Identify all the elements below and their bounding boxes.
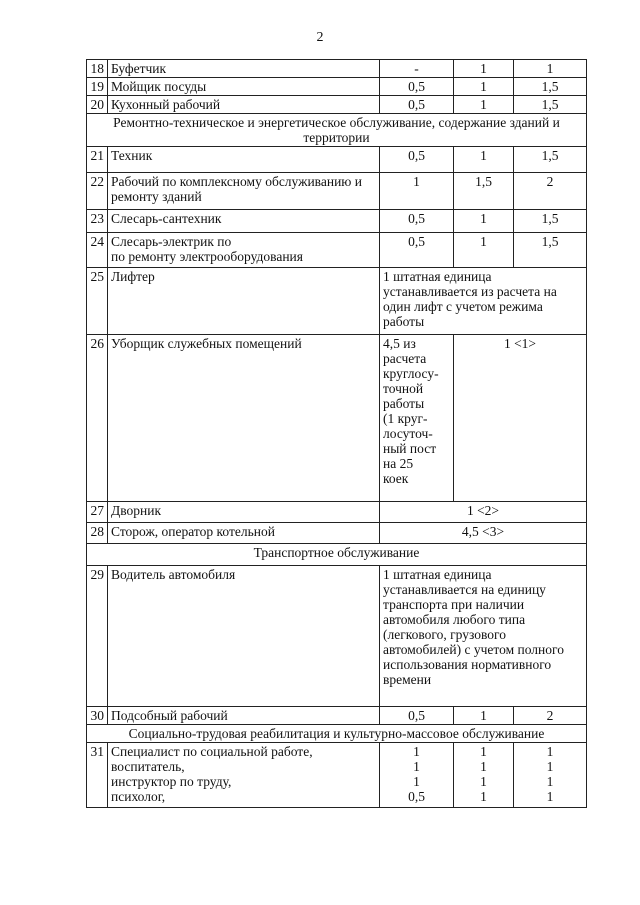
table-row [87,96,587,114]
position-name: Дворник [108,502,380,523]
value-cell: 1 [514,60,587,78]
row-number: 18 [87,60,108,78]
value-cell: 4,5 <3> [380,523,587,544]
section-heading: Транспортное обслуживание [87,544,587,566]
value-cell: 2 [514,173,587,210]
section-row [87,544,587,566]
value-cell: 1,5 [514,233,587,268]
staffing-table [86,59,587,808]
value-cell: 0,5 [380,210,454,233]
value-cell: 0,5 [380,78,454,96]
section-row [87,114,587,147]
value-cell: 1,5 [514,96,587,114]
position-name: Техник [108,147,380,173]
value-cell: 1 [454,147,514,173]
table-row [87,210,587,233]
row-number: 30 [87,707,108,725]
position-name: Подсобный рабочий [108,707,380,725]
row-number: 25 [87,268,108,335]
position-name: Рабочий по комплексному обслуживанию и ремонту зданий [108,173,380,210]
row-number: 22 [87,173,108,210]
value-cell: 1,5 [514,210,587,233]
value-cell: 0,5 [380,233,454,268]
position-name: Слесарь-электрик по по ремонту электрооборудования [108,233,380,268]
note-cell: 1 штатная единица устанавливается из расчета на один лифт с учетом режима работы [380,268,587,335]
row-number: 27 [87,502,108,523]
value-cell: 1 <2> [380,502,587,523]
value-cell: 0,5 [380,147,454,173]
table-row [87,743,587,808]
value-cell: 0,5 [380,96,454,114]
position-name: Уборщик служебных помещений [108,335,380,502]
value-cell: 1,5 [514,147,587,173]
section-heading: Ремонтно-техническое и энергетическое обслуживание, содержание зданий и территории [87,114,587,147]
table-row [87,147,587,173]
row-number: 19 [87,78,108,96]
page-number: 2 [316,30,324,45]
table-row [87,502,587,523]
position-name: Специалист по социальной работе, воспитатель, инструктор по труду, психолог, [108,743,380,808]
value-cell: 1 [454,233,514,268]
table-row [87,78,587,96]
row-number: 20 [87,96,108,114]
row-number: 31 [87,743,108,808]
value-cell: - [380,60,454,78]
value-cell: 1 [454,96,514,114]
table-row [87,707,587,725]
value-cell: 1,5 [454,173,514,210]
value-cell: 1 [380,173,454,210]
value-cell: 1 <1> [454,335,587,502]
value-cell: 1 [454,707,514,725]
section-heading: Социально-трудовая реабилитация и культурно-массовое обслуживание [87,725,587,743]
value-cell: 1 [454,210,514,233]
row-number: 21 [87,147,108,173]
table-row [87,173,587,210]
position-name: Буфетчик [108,60,380,78]
value-cell: 2 [514,707,587,725]
position-name: Водитель автомобиля [108,566,380,707]
table-row [87,523,587,544]
value-cell: 1 [454,60,514,78]
value-cell: 1 [454,78,514,96]
table-row [87,233,587,268]
row-number: 29 [87,566,108,707]
value-cell: 1 1 1 1 [454,743,514,808]
value-cell: 1 1 1 1 [514,743,587,808]
table-row [87,566,587,707]
row-number: 26 [87,335,108,502]
row-number: 23 [87,210,108,233]
value-cell: 1,5 [514,78,587,96]
table-row [87,268,587,335]
value-cell: 1 1 1 0,5 [380,743,454,808]
table-row [87,335,587,502]
note-cell: 1 штатная единица устанавливается на единицу транспорта при наличии автомобиля любого типа (легкового, грузового автомобилей) с учетом полного использования нормативного времени [380,566,587,707]
position-name: Сторож, оператор котельной [108,523,380,544]
row-number: 24 [87,233,108,268]
position-name: Лифтер [108,268,380,335]
position-name: Мойщик посуды [108,78,380,96]
position-name: Слесарь-сантехник [108,210,380,233]
note-cell: 4,5 из расчета круглосу- точной работы (1 круг- лосуточ- ный пост на 25 коек [380,335,454,502]
position-name: Кухонный рабочий [108,96,380,114]
value-cell: 0,5 [380,707,454,725]
section-row [87,725,587,743]
row-number: 28 [87,523,108,544]
table-row [87,60,587,78]
